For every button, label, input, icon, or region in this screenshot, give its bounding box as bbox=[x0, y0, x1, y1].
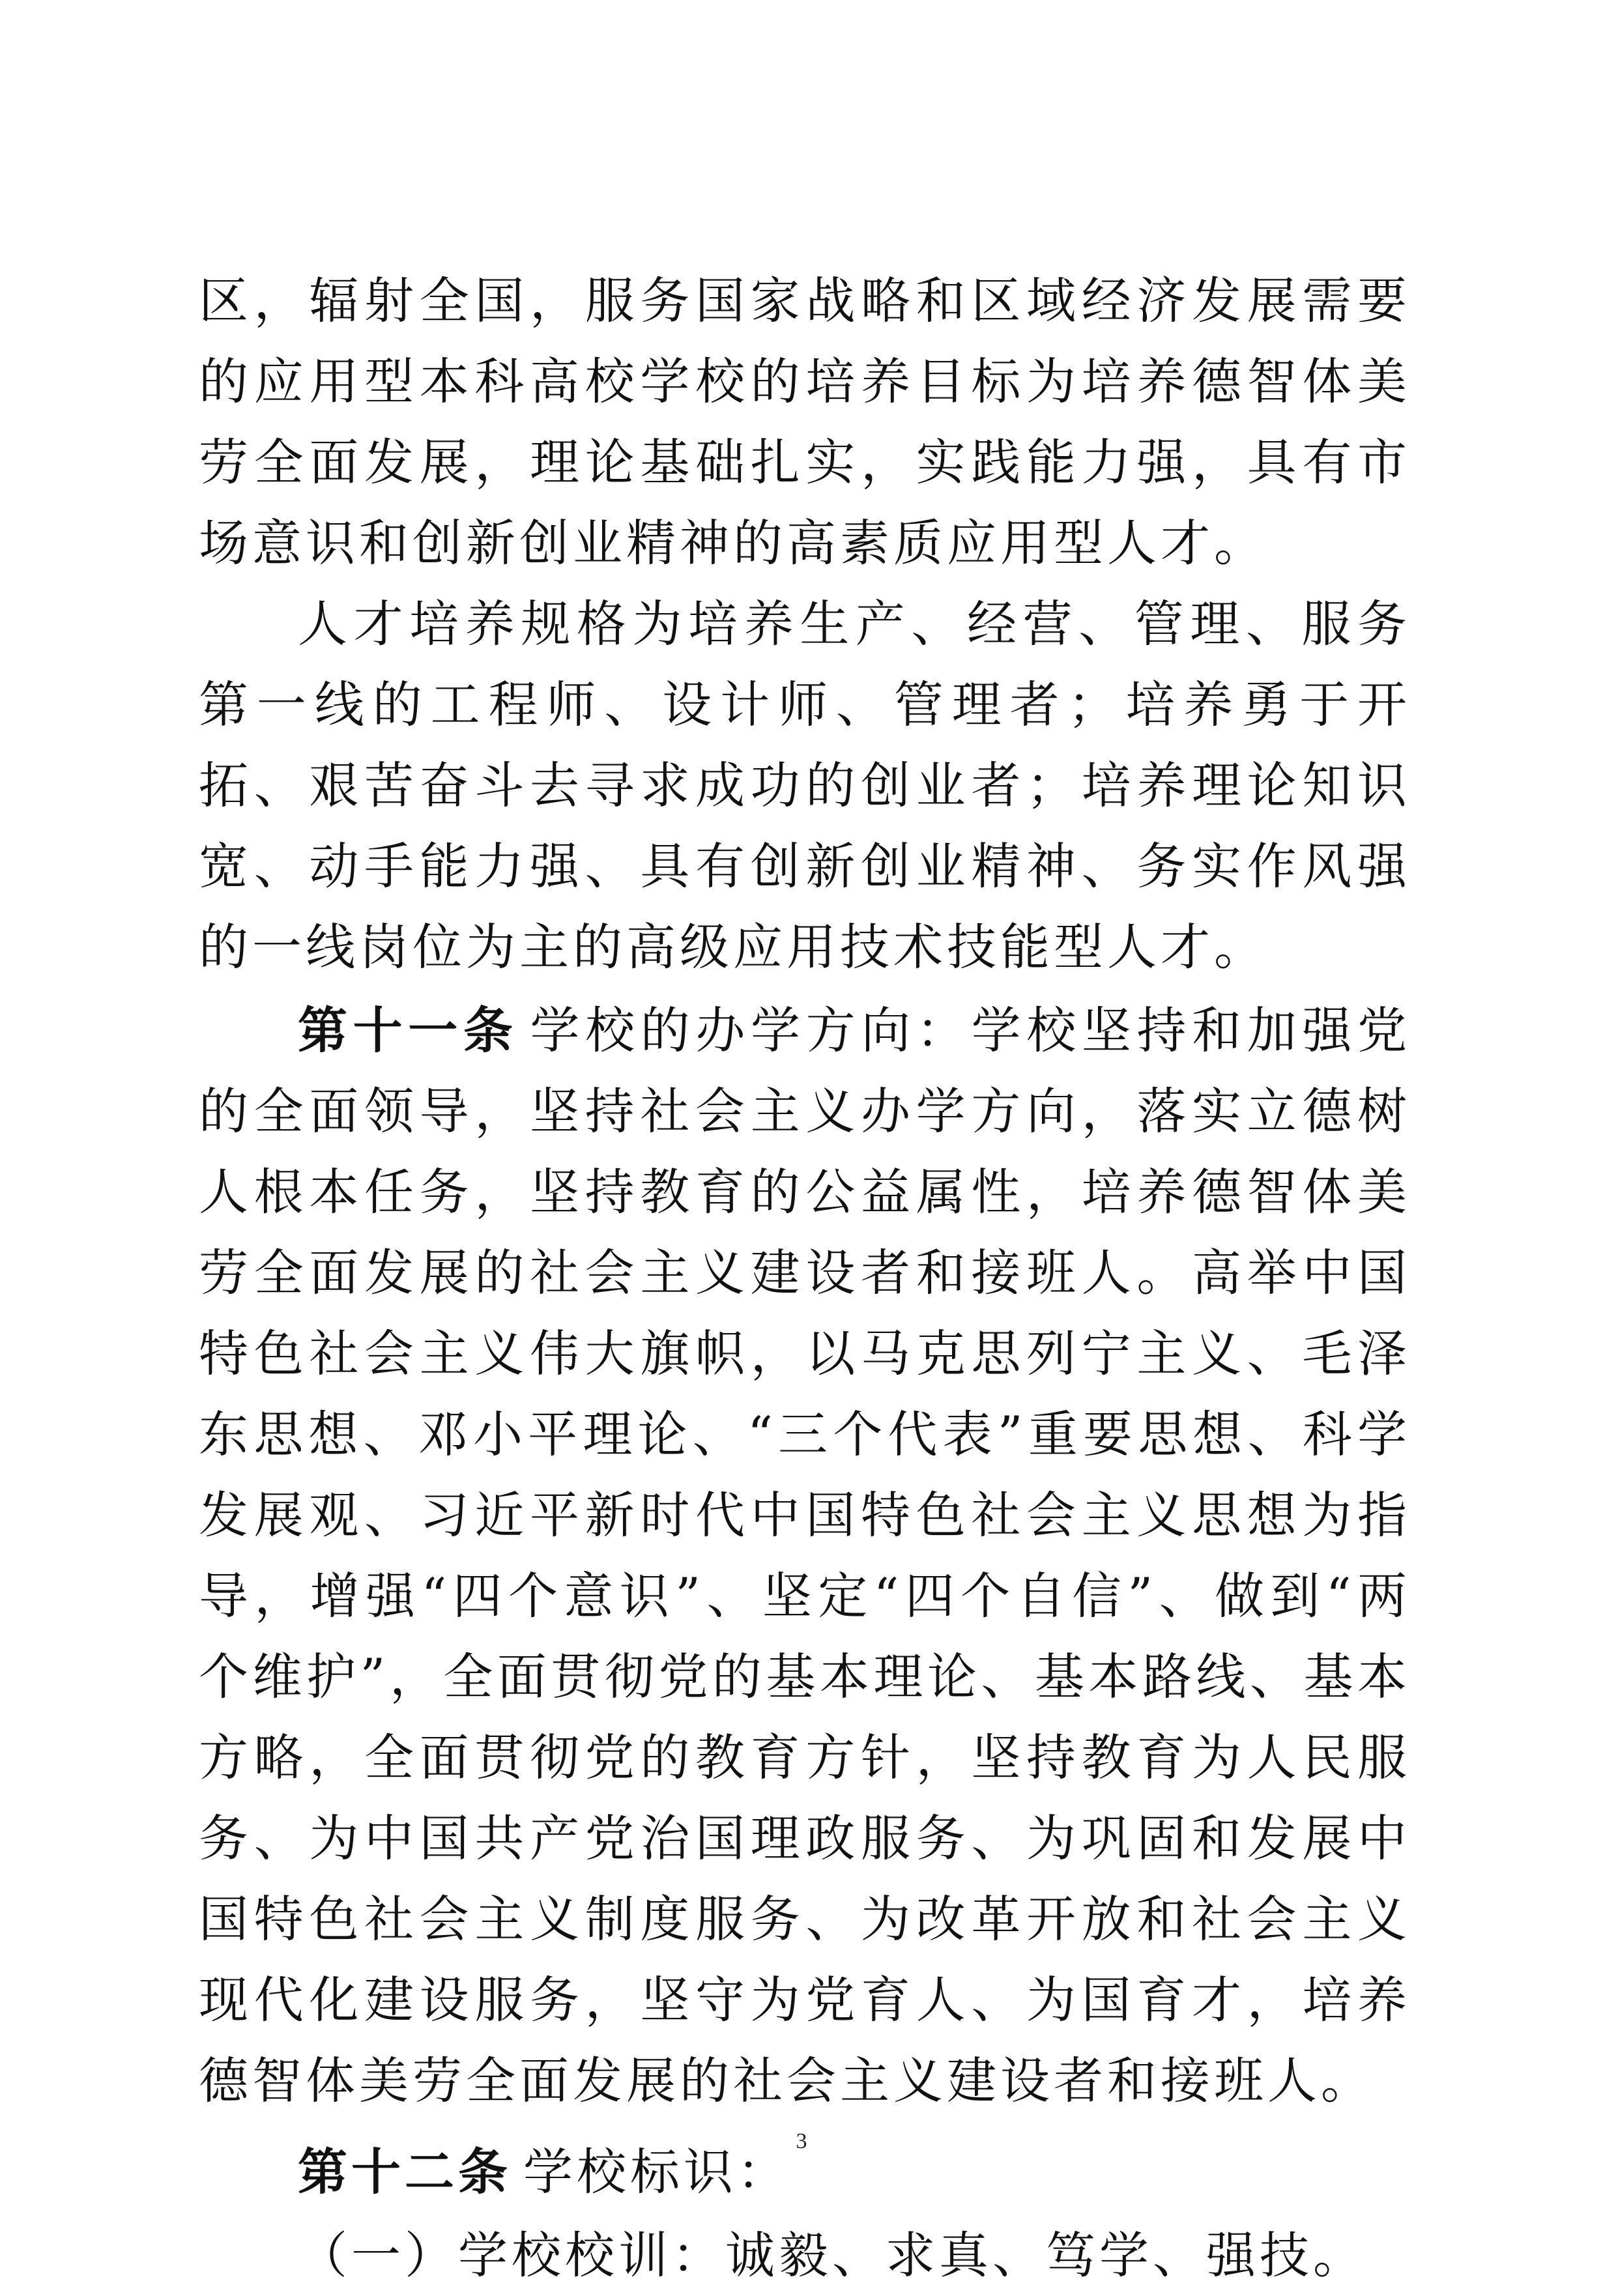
list-item-school-motto bbox=[199, 2215, 1411, 2296]
paragraph-talent-specification bbox=[199, 584, 1411, 988]
article-label: 第十一条 bbox=[298, 1001, 519, 1059]
paragraph-continuation bbox=[199, 261, 1411, 584]
article-label: 第十二条 bbox=[298, 2143, 512, 2201]
paragraph-text: 学校标识： bbox=[523, 2143, 790, 2201]
paragraph-text: 学校的办学方向：学校坚持和加强党的全面领导，坚持社会主义办学方向，落实立德树人根本任务，坚持教育的公益属性，培养德智体美劳全面发展的社会主义建设者和接班人。高举中国特色社会主义伟大旗帜，以马克思列宁主义、毛泽东思想、邓小平理论、“三个代表”重要思想、科学发展观、习近平新时代中国特色社会主义思想为指导，增强“四个意识”、坚定“四个自信”、做到“两个维护”，全面贯彻党的基本理论、基本路线、基本方略，全面贯彻党的教育方针，坚持教育为人民服务、为中国共产党治国理政服务、为巩固和发展中国特色社会主义制度服务、为改革开放和社会主义现代化建设服务，坚守为党育人、为国育才，培养德智体美劳全面发展的社会主义建设者和接班人。 bbox=[199, 1001, 1411, 2110]
paragraph-text: （一）学校校训：诚毅、求真、笃学、强技。 bbox=[298, 2226, 1366, 2284]
page-number: 3 bbox=[796, 2129, 807, 2153]
document-body bbox=[199, 261, 1411, 2296]
paragraph-text: 区，辐射全国，服务国家战略和区域经济发展需要的应用型本科高校学校的培养目标为培养德智体美劳全面发展，理论基础扎实，实践能力强，具有市场意识和创新创业精神的高素质应用型人才。 bbox=[199, 272, 1411, 572]
article-11 bbox=[199, 990, 1411, 2121]
paragraph-text: 人才培养规格为培养生产、经营、管理、服务第一线的工程师、设计师、管理者；培养勇于开拓、艰苦奋斗去寻求成功的创业者；培养理论知识宽、动手能力强、具有创新创业精神、务实作风强的一线岗位为主的高级应用技术技能型人才。 bbox=[199, 595, 1411, 976]
